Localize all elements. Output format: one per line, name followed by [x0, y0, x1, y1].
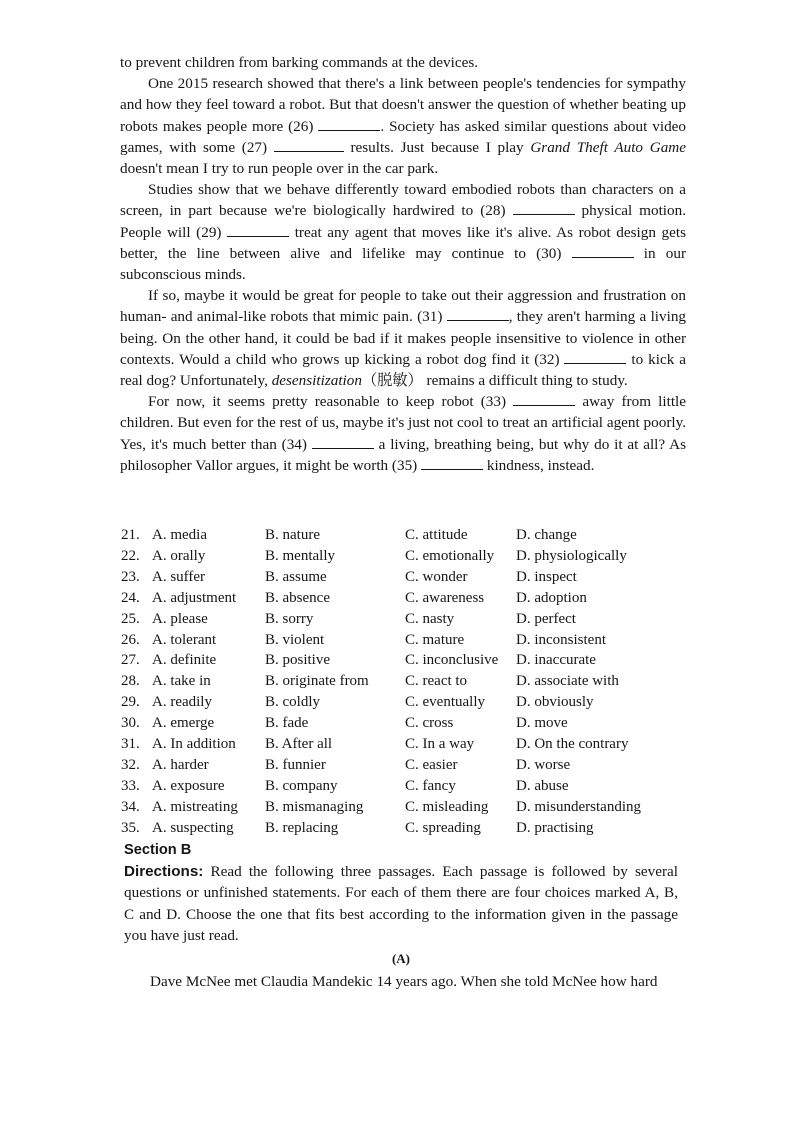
answer-blank-28[interactable] [513, 201, 575, 215]
option-c[interactable]: C. mature [405, 631, 465, 648]
option-d[interactable]: D. physiologically [516, 547, 627, 564]
option-d[interactable]: D. misunderstanding [516, 798, 641, 815]
option-a[interactable]: A. emerge [152, 715, 215, 732]
question-number: 23. [121, 568, 140, 585]
option-b[interactable]: B. coldly [265, 694, 320, 711]
option-d[interactable]: D. practising [516, 819, 594, 836]
question-row [121, 650, 687, 671]
option-c[interactable]: C. attitude [405, 527, 468, 543]
text-segment: results. Just because I play [343, 138, 524, 156]
question-row [121, 588, 687, 609]
question-row [121, 713, 687, 734]
option-a[interactable]: A. media [152, 527, 207, 543]
directions-text: Read the following three passages. Each passage is followed by several questions or unfinished statements. For each of them there are four choices marked A, B, C and D. Choose the one that fits best according to the information given in the passage you have just read. [124, 863, 678, 944]
question-number: 33. [121, 777, 140, 794]
option-d[interactable]: D. inaccurate [516, 652, 596, 669]
option-a[interactable]: A. suspecting [152, 819, 234, 836]
option-b[interactable]: B. absence [265, 589, 330, 606]
option-b[interactable]: B. sorry [265, 610, 314, 627]
question-number: 31. [121, 736, 140, 753]
answer-blank-29[interactable] [227, 223, 289, 237]
option-d[interactable]: D. On the contrary [516, 736, 629, 753]
option-b[interactable]: B. fade [265, 715, 309, 732]
question-number: 30. [121, 715, 140, 732]
question-row [121, 630, 687, 651]
option-a[interactable]: A. harder [152, 756, 209, 773]
answer-blank-33[interactable] [513, 392, 575, 406]
option-d[interactable]: D. associate with [516, 673, 619, 690]
option-a[interactable]: A. tolerant [152, 631, 217, 648]
option-a[interactable]: A. adjustment [152, 589, 237, 606]
question-row [121, 671, 687, 692]
text-segment: One 2015 research showed that there's a link between people's tendencies for sympathy and how they feel toward a robot. But that doesn't answer the question of whether beating up robots makes people more (26) [120, 75, 686, 135]
text-segment: For now, it seems pretty reasonable to keep robot (33) [148, 393, 507, 411]
question-number: 34. [121, 798, 140, 815]
question-number: 35. [121, 819, 140, 836]
option-d[interactable]: D. worse [516, 756, 571, 773]
question-row [121, 776, 687, 797]
answer-blank-34[interactable] [312, 435, 374, 449]
option-a[interactable]: A. mistreating [152, 798, 238, 815]
option-a[interactable]: A. take in [152, 673, 211, 690]
option-b[interactable]: B. nature [265, 527, 320, 543]
option-c[interactable]: C. react to [405, 673, 468, 690]
option-d[interactable]: D. adoption [516, 589, 587, 606]
section-heading: Section B [124, 842, 192, 858]
option-a[interactable]: A. suffer [152, 568, 206, 585]
answer-blank-35[interactable] [421, 456, 483, 470]
option-d[interactable]: D. perfect [516, 610, 576, 627]
section-b [124, 840, 678, 992]
passage-paragraph-1 [120, 73, 686, 179]
option-b[interactable]: B. violent [265, 631, 325, 648]
answer-blank-30[interactable] [572, 244, 634, 258]
question-row [121, 734, 687, 755]
directions [124, 861, 678, 946]
option-c[interactable]: C. cross [405, 715, 454, 732]
option-d[interactable]: D. obviously [516, 694, 594, 711]
option-a[interactable]: A. definite [152, 652, 217, 669]
text-segment: （脱敏） remains a difficult thing to study. [361, 372, 628, 390]
option-c[interactable]: C. awareness [405, 589, 485, 606]
option-c[interactable]: C. misleading [405, 798, 489, 815]
option-b[interactable]: B. mismanaging [265, 798, 364, 815]
text-segment: away from little children. But even for the rest of us, maybe it's just not cool to treat an artificial agent poorly. Yes, it's much better than (34) [120, 393, 686, 453]
option-b[interactable]: B. positive [265, 652, 331, 669]
question-number: 21. [121, 527, 140, 543]
question-number: 27. [121, 652, 140, 669]
passage-line-continuation: to prevent children from barking commands at the devices. [120, 54, 479, 71]
option-c[interactable]: C. emotionally [405, 547, 495, 564]
question-row [121, 818, 687, 839]
option-d[interactable]: D. change [516, 527, 577, 543]
text-segment: . Society has asked similar questions about video games, with some (27) [120, 117, 687, 156]
text-segment: doesn't mean I try to run people over in the car park. [120, 160, 439, 178]
cloze-passage [120, 52, 686, 476]
option-c[interactable]: C. inconclusive [405, 652, 499, 669]
option-c[interactable]: C. nasty [405, 610, 455, 627]
question-row [121, 755, 687, 776]
option-a[interactable]: A. readily [152, 694, 212, 711]
question-row [121, 525, 687, 546]
text-segment: , they aren't harming a living being. On the other hand, it could be bad if it makes people insensitive to violence in other contexts. Would a child who grows up kicking a robot dog find it (32) [120, 308, 687, 368]
text-segment: treat any agent that moves like it's alive. As robot design gets better, the line between alive and lifelike may continue to (30) [120, 223, 687, 262]
option-c[interactable]: C. easier [405, 756, 458, 773]
question-row [121, 692, 687, 713]
question-row [121, 567, 687, 588]
option-d[interactable]: D. inspect [516, 568, 577, 585]
text-segment: to kick a real dog? Unfortunately, [120, 350, 687, 390]
text-segment: physical motion. People will (29) [120, 202, 686, 241]
text-segment: a living, breathing being, but why do it at all? As philosopher Vallor argues, it might be worth (35) [120, 435, 687, 474]
option-b[interactable]: B. funnier [265, 756, 326, 773]
text-segment: If so, maybe it would be great for people to take out their aggression and frustration on human- and animal-like robots that mimic pain. (31) [120, 287, 686, 326]
game-title: Grand Theft Auto Game [530, 138, 686, 156]
passage-a-start: Dave McNee met Claudia Mandekic 14 years ago. When she told McNee how hard [150, 973, 658, 991]
question-number: 26. [121, 631, 140, 648]
option-b[interactable]: B. company [265, 777, 338, 794]
question-number: 24. [121, 589, 140, 606]
answer-blank-31[interactable] [447, 307, 509, 321]
answer-blank-27[interactable] [274, 138, 344, 152]
term-desensitization: desensitization [271, 372, 362, 390]
question-row [121, 797, 687, 818]
question-number: 25. [121, 610, 140, 627]
passage-paragraph-2 [120, 179, 686, 285]
passage-paragraph-3 [120, 285, 686, 391]
question-number: 32. [121, 756, 140, 773]
option-d[interactable]: D. abuse [516, 777, 569, 794]
option-b[interactable]: B. mentally [265, 547, 335, 564]
option-a[interactable]: A. In addition [152, 736, 236, 753]
question-number: 22. [121, 547, 140, 564]
option-b[interactable]: B. originate from [265, 673, 369, 690]
option-a[interactable]: A. exposure [152, 777, 225, 794]
option-d[interactable]: D. move [516, 715, 568, 732]
option-c[interactable]: C. fancy [405, 777, 456, 794]
answer-blank-32[interactable] [564, 350, 626, 364]
text-segment: kindness, instead. [483, 456, 595, 474]
option-c[interactable]: C. In a way [405, 736, 475, 753]
question-row [121, 546, 687, 567]
question-number: 28. [121, 673, 140, 690]
answer-blank-26[interactable] [318, 117, 380, 131]
option-a[interactable]: A. please [152, 610, 208, 627]
question-row [121, 609, 687, 630]
answer-options-list [121, 525, 687, 839]
passage-label: (A) [391, 951, 411, 967]
option-c[interactable]: C. wonder [405, 568, 468, 585]
passage-paragraph-4 [120, 391, 686, 476]
text-segment: in our subconscious minds. [120, 244, 686, 284]
option-c[interactable]: C. eventually [405, 694, 485, 711]
option-b[interactable]: B. After all [265, 736, 333, 753]
question-number: 29. [121, 694, 140, 711]
option-b[interactable]: B. replacing [265, 819, 339, 836]
option-c[interactable]: C. spreading [405, 819, 481, 836]
option-d[interactable]: D. inconsistent [516, 631, 606, 648]
text-segment: Studies show that we behave differently toward embodied robots than characters on a screen, in part because we're biologically hardwired to (28) [120, 181, 686, 220]
directions-label: Directions: [124, 863, 204, 881]
option-a[interactable]: A. orally [152, 547, 206, 564]
option-b[interactable]: B. assume [265, 568, 327, 585]
